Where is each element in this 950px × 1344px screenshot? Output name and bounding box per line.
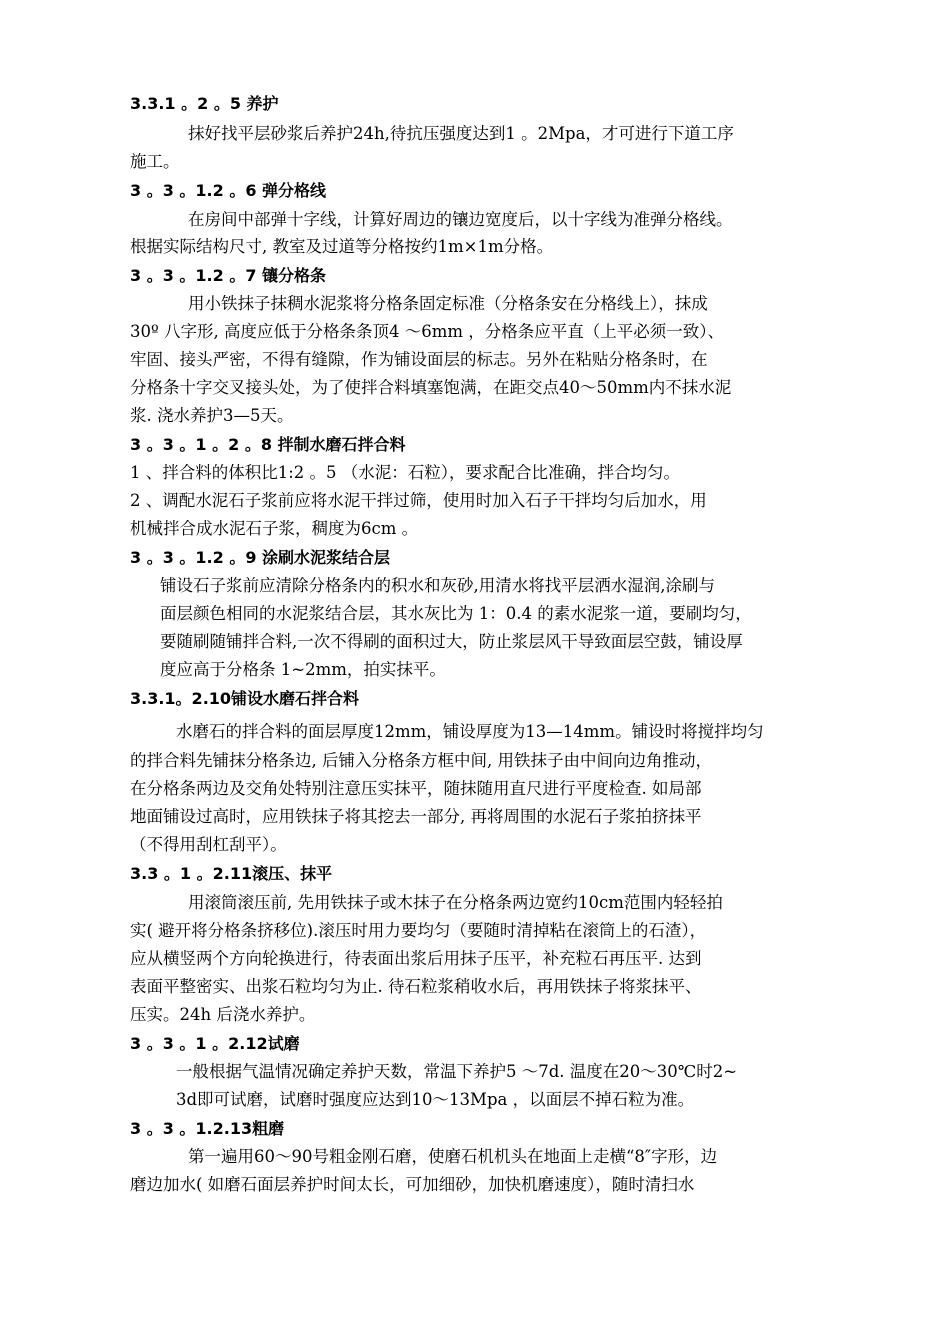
paragraph-line: 要随刷随铺拌合料,一次不得刷的面积过大，防止浆层风干导致面层空鼓，铺设厚	[160, 632, 743, 651]
paragraph-line: 施工。	[130, 152, 180, 171]
paragraph-line: 牢固、接头严密，不得有缝隙，作为铺设面层的标志。另外在粘贴分格条时，在	[130, 350, 708, 369]
paragraph-line: 表面平整密实、出浆石粒均匀为止. 待石粒浆稍收水后，再用铁抹子将浆抹平、	[130, 977, 702, 996]
section-heading-rolling: 3.3 。1 。2.11滚压、抹平	[130, 864, 333, 883]
paragraph-line: 第一遍用60～90号粗金刚石磨，使磨石机机头在地面上走横“8″字形，边	[188, 1147, 718, 1166]
section-heading-divider-strips: 3 。3 。1.2 。7 镶分格条	[130, 266, 327, 285]
paragraph-line: 铺设石子浆前应清除分格条内的积水和灰砂,用清水将找平层洒水湿润,涂刷与	[160, 576, 715, 595]
paragraph-line: 30º 八字形, 高度应低于分格条条顶4 ～6mm ，分格条应平直（上平必须一致）、	[130, 322, 725, 341]
paragraph-line: 水磨石的拌合料的面层厚度12mm，铺设厚度为13—14mm。铺设时将搅拌均匀	[176, 722, 764, 741]
section-heading-mixing: 3 。3 。1 。2 。8 拌制水磨石拌合料	[130, 435, 406, 454]
paragraph-line: 机械拌合成水泥石子浆，稠度为6cm 。	[130, 519, 419, 538]
paragraph-line: 的拌合料先铺抹分格条边, 后铺入分格条方框中间, 用铁抹子由中间向边角推动，	[130, 751, 712, 770]
paragraph-line: 度应高于分格条 1~2mm，拍实抹平。	[160, 660, 446, 679]
section-heading-rough-grinding: 3 。3 。1.2.13粗磨	[130, 1119, 285, 1138]
section-heading-grid-lines: 3 。3 。1.2 。6 弹分格线	[130, 181, 327, 200]
paragraph-line: 浆. 浇水养护3—5天。	[130, 406, 294, 425]
section-heading-trial-grinding: 3 。3 。1 。2.12试磨	[130, 1034, 300, 1053]
paragraph-line: 3d即可试磨，试磨时强度应达到10～13Mpa ，以面层不掉石粒为准。	[176, 1090, 695, 1109]
paragraph-line: 应从横竖两个方向轮换进行，待表面出浆后用抹子压平，补充粒石再压平. 达到	[130, 949, 702, 968]
paragraph-line: 分格条十字交叉接头处，为了使拌合料填塞饱满，在距交点40～50mm内不抹水泥	[130, 378, 732, 397]
paragraph-line: 用小铁抹子抹稠水泥浆将分格条固定标准（分格条安在分格线上），抹成	[188, 294, 708, 313]
paragraph-line: 实( 避开将分格条挤移位).滚压时用力要均匀（要随时清掉粘在滚筒上的石渣），	[130, 921, 707, 940]
paragraph-line: 地面铺设过高时，应用铁抹子将其挖去一部分, 再将周围的水泥石子浆拍挤抹平	[130, 807, 702, 826]
paragraph-line: 根据实际结构尺寸, 教室及过道等分格按约1m×1m分格。	[130, 237, 554, 256]
section-heading-laying: 3.3.1。2.10铺设水磨石拌合料	[130, 689, 360, 708]
paragraph-line: 2 、调配水泥石子浆前应将水泥干拌过筛，使用时加入石子干拌均匀后加水，用	[130, 491, 707, 510]
paragraph-line: （不得用刮杠刮平）。	[130, 835, 287, 854]
paragraph-line: 压实。24h 后浇水养护。	[130, 1005, 316, 1024]
paragraph-line: 一般根据气温情况确定养护天数，常温下养护5 ～7d. 温度在20～30℃时2~	[176, 1062, 738, 1081]
paragraph-line: 磨边加水( 如磨石面层养护时间太长，可加细砂，加快机磨速度），随时清扫水	[130, 1175, 695, 1194]
paragraph-line: 1 、拌合料的体积比1:2 。5 （水泥：石粒），要求配合比准确，拌合均匀。	[130, 463, 681, 482]
paragraph-line: 在分格条两边及交角处特别注意压实抹平，随抹随用直尺进行平度检查. 如局部	[130, 779, 702, 798]
paragraph-line: 抹好找平层砂浆后养护24h,待抗压强度达到1 。2Mpa，才可进行下道工序	[188, 124, 734, 143]
paragraph-line: 面层颜色相同的水泥浆结合层，其水灰比为 1：0.4 的素水泥浆一道，要刷均匀，	[160, 604, 752, 623]
section-heading-bonding-layer: 3 。3 。1.2 。9 涂刷水泥浆结合层	[130, 548, 391, 567]
paragraph-line: 在房间中部弹十字线，计算好周边的镶边宽度后，以十字线为准弹分格线。	[188, 210, 733, 229]
section-heading-curing: 3.3.1 。2 。5 养护	[130, 94, 279, 113]
paragraph-line: 用滚筒滚压前, 先用铁抹子或木抹子在分格条两边宽约10cm范围内轻轻拍	[188, 893, 723, 912]
